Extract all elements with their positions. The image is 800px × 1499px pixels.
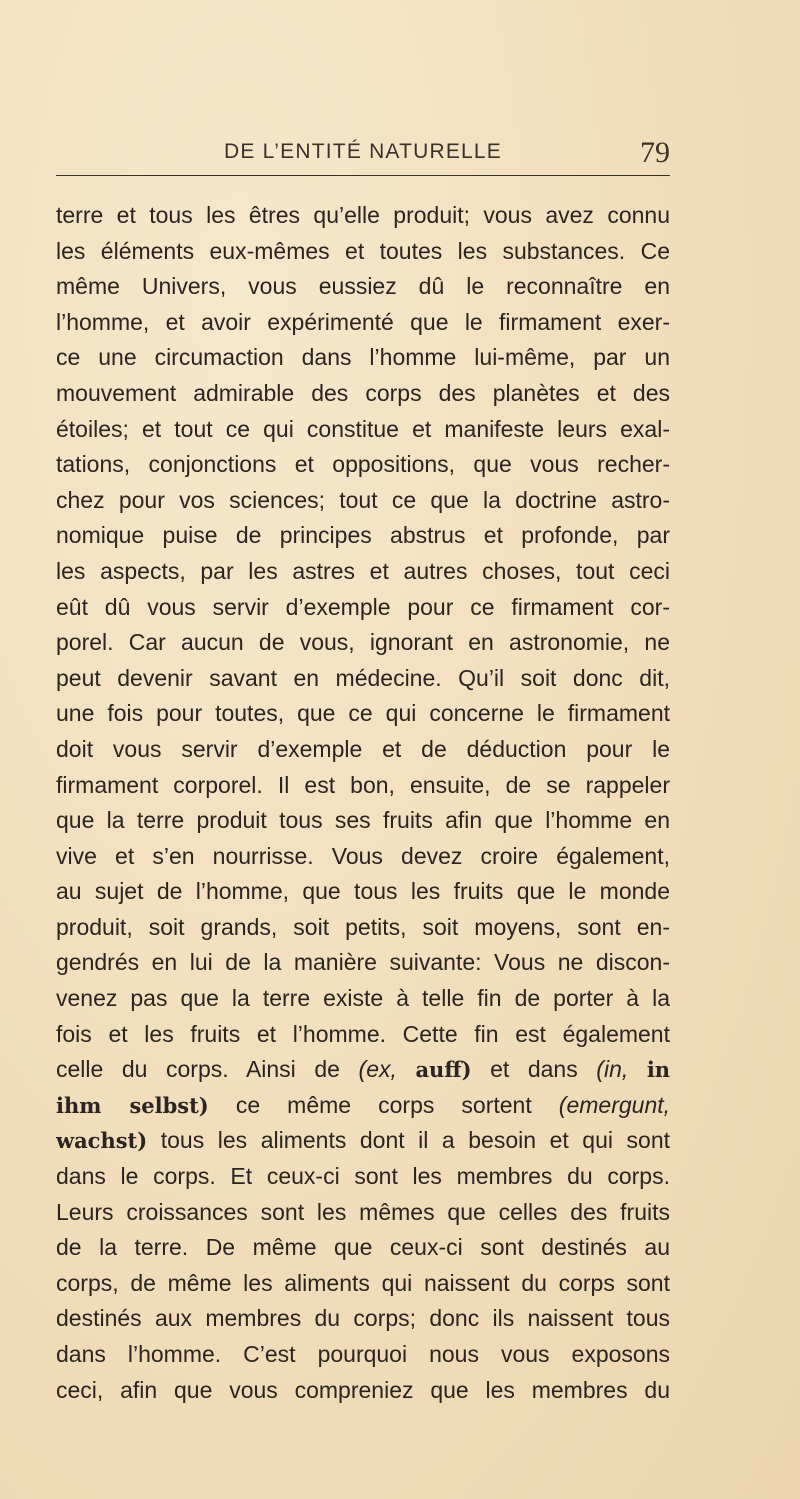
latin-term: (emergunt, xyxy=(558,1091,670,1118)
text-run: tous les aliments dont il a besoin et qui sont xyxy=(160,1127,670,1154)
text-line: gendrés en lui de la manière suivante: Vous ne discon- xyxy=(56,949,670,976)
text-line: dans l’homme. C’est pourquoi nous vous exposons xyxy=(56,1341,670,1367)
text-line: eût dû vous servir d’exemple pour ce firmament cor- xyxy=(56,593,670,620)
text-line: mouvement admirable des corps des planètes et des xyxy=(56,379,670,406)
text-line: doit vous servir d’exemple et de déduction pour le xyxy=(56,735,670,762)
latin-term: (ex, xyxy=(358,1056,397,1083)
text-line: produit, soit grands, soit petits, soit moyens, sont en- xyxy=(56,913,670,940)
text-line: l’homme, et avoir expérimenté que le firmament exer- xyxy=(56,308,670,335)
text-run: ce même corps sortent xyxy=(235,1091,532,1118)
text-line: firmament corporel. Il est bon, ensuite, de se rappeler xyxy=(56,771,670,798)
text-line: tations, conjonctions et oppositions, que vous recher- xyxy=(56,451,670,478)
text-line: porel. Car aucun de vous, ignorant en astronomie, ne xyxy=(56,629,670,656)
text-line: venez pas que la terre existe à telle fin de porter à la xyxy=(56,985,670,1012)
text-line: ceci, afin que vous compreniez que les membres du xyxy=(56,1376,670,1403)
text-line-mixed xyxy=(56,1123,670,1159)
german-term: ihm selbst) xyxy=(56,1092,209,1118)
german-term: wachst) xyxy=(56,1128,148,1154)
text-line: les éléments eux-mêmes et toutes les substances. Ce xyxy=(56,237,670,264)
text-line: corps, de même les aliments qui naissent du corps sont xyxy=(56,1269,670,1296)
page-number: 79 xyxy=(640,136,670,169)
text-line: même Univers, vous eussiez dû le reconnaître en xyxy=(56,273,670,300)
text-line-mixed xyxy=(56,1088,670,1124)
text-line: chez pour vos sciences; tout ce que la doctrine astro- xyxy=(56,486,670,513)
text-line: nomique puise de principes abstrus et profonde, par xyxy=(56,522,670,549)
text-line: étoiles; et tout ce qui constitue et manifeste leurs exal- xyxy=(56,415,670,442)
text-line: une fois pour toutes, que ce qui concerne le firmament xyxy=(56,700,670,727)
text-line-mixed xyxy=(56,1052,670,1088)
header-rule xyxy=(56,175,670,176)
text-line: destinés aux membres du corps; donc ils naissent tous xyxy=(56,1305,670,1332)
text-line: Leurs croissances sont les mêmes que celles des fruits xyxy=(56,1198,670,1225)
text-line: de la terre. De même que ceux-ci sont destinés au xyxy=(56,1234,670,1261)
text-line: ce une circumaction dans l’homme lui-même, par un xyxy=(56,344,670,371)
running-title: DE L’ENTITÉ NATURELLE xyxy=(223,140,503,163)
latin-term: (in, xyxy=(596,1056,629,1083)
text-line: que la terre produit tous ses fruits afin que l’homme en xyxy=(56,807,670,834)
text-line: fois et les fruits et l’homme. Cette fin est également xyxy=(56,1020,670,1047)
text-line: au sujet de l’homme, que tous les fruits que le monde xyxy=(56,878,670,905)
running-head xyxy=(56,136,670,176)
text-line: peut devenir savant en médecine. Qu’il soit donc dit, xyxy=(56,664,670,691)
text-line: les aspects, par les astres et autres choses, tout ceci xyxy=(56,557,670,584)
body-text xyxy=(56,198,670,1408)
text-line: vive et s’en nourrisse. Vous devez croire également, xyxy=(56,842,670,869)
text-run: celle du corps. Ainsi de xyxy=(56,1056,340,1083)
german-term: auff) xyxy=(415,1057,472,1083)
text-line: dans le corps. Et ceux-ci sont les membres du corps. xyxy=(56,1163,670,1190)
text-line: terre et tous les êtres qu’elle produit; vous avez connu xyxy=(56,202,670,228)
german-term: in xyxy=(646,1057,670,1083)
text-run: et dans xyxy=(490,1056,578,1083)
